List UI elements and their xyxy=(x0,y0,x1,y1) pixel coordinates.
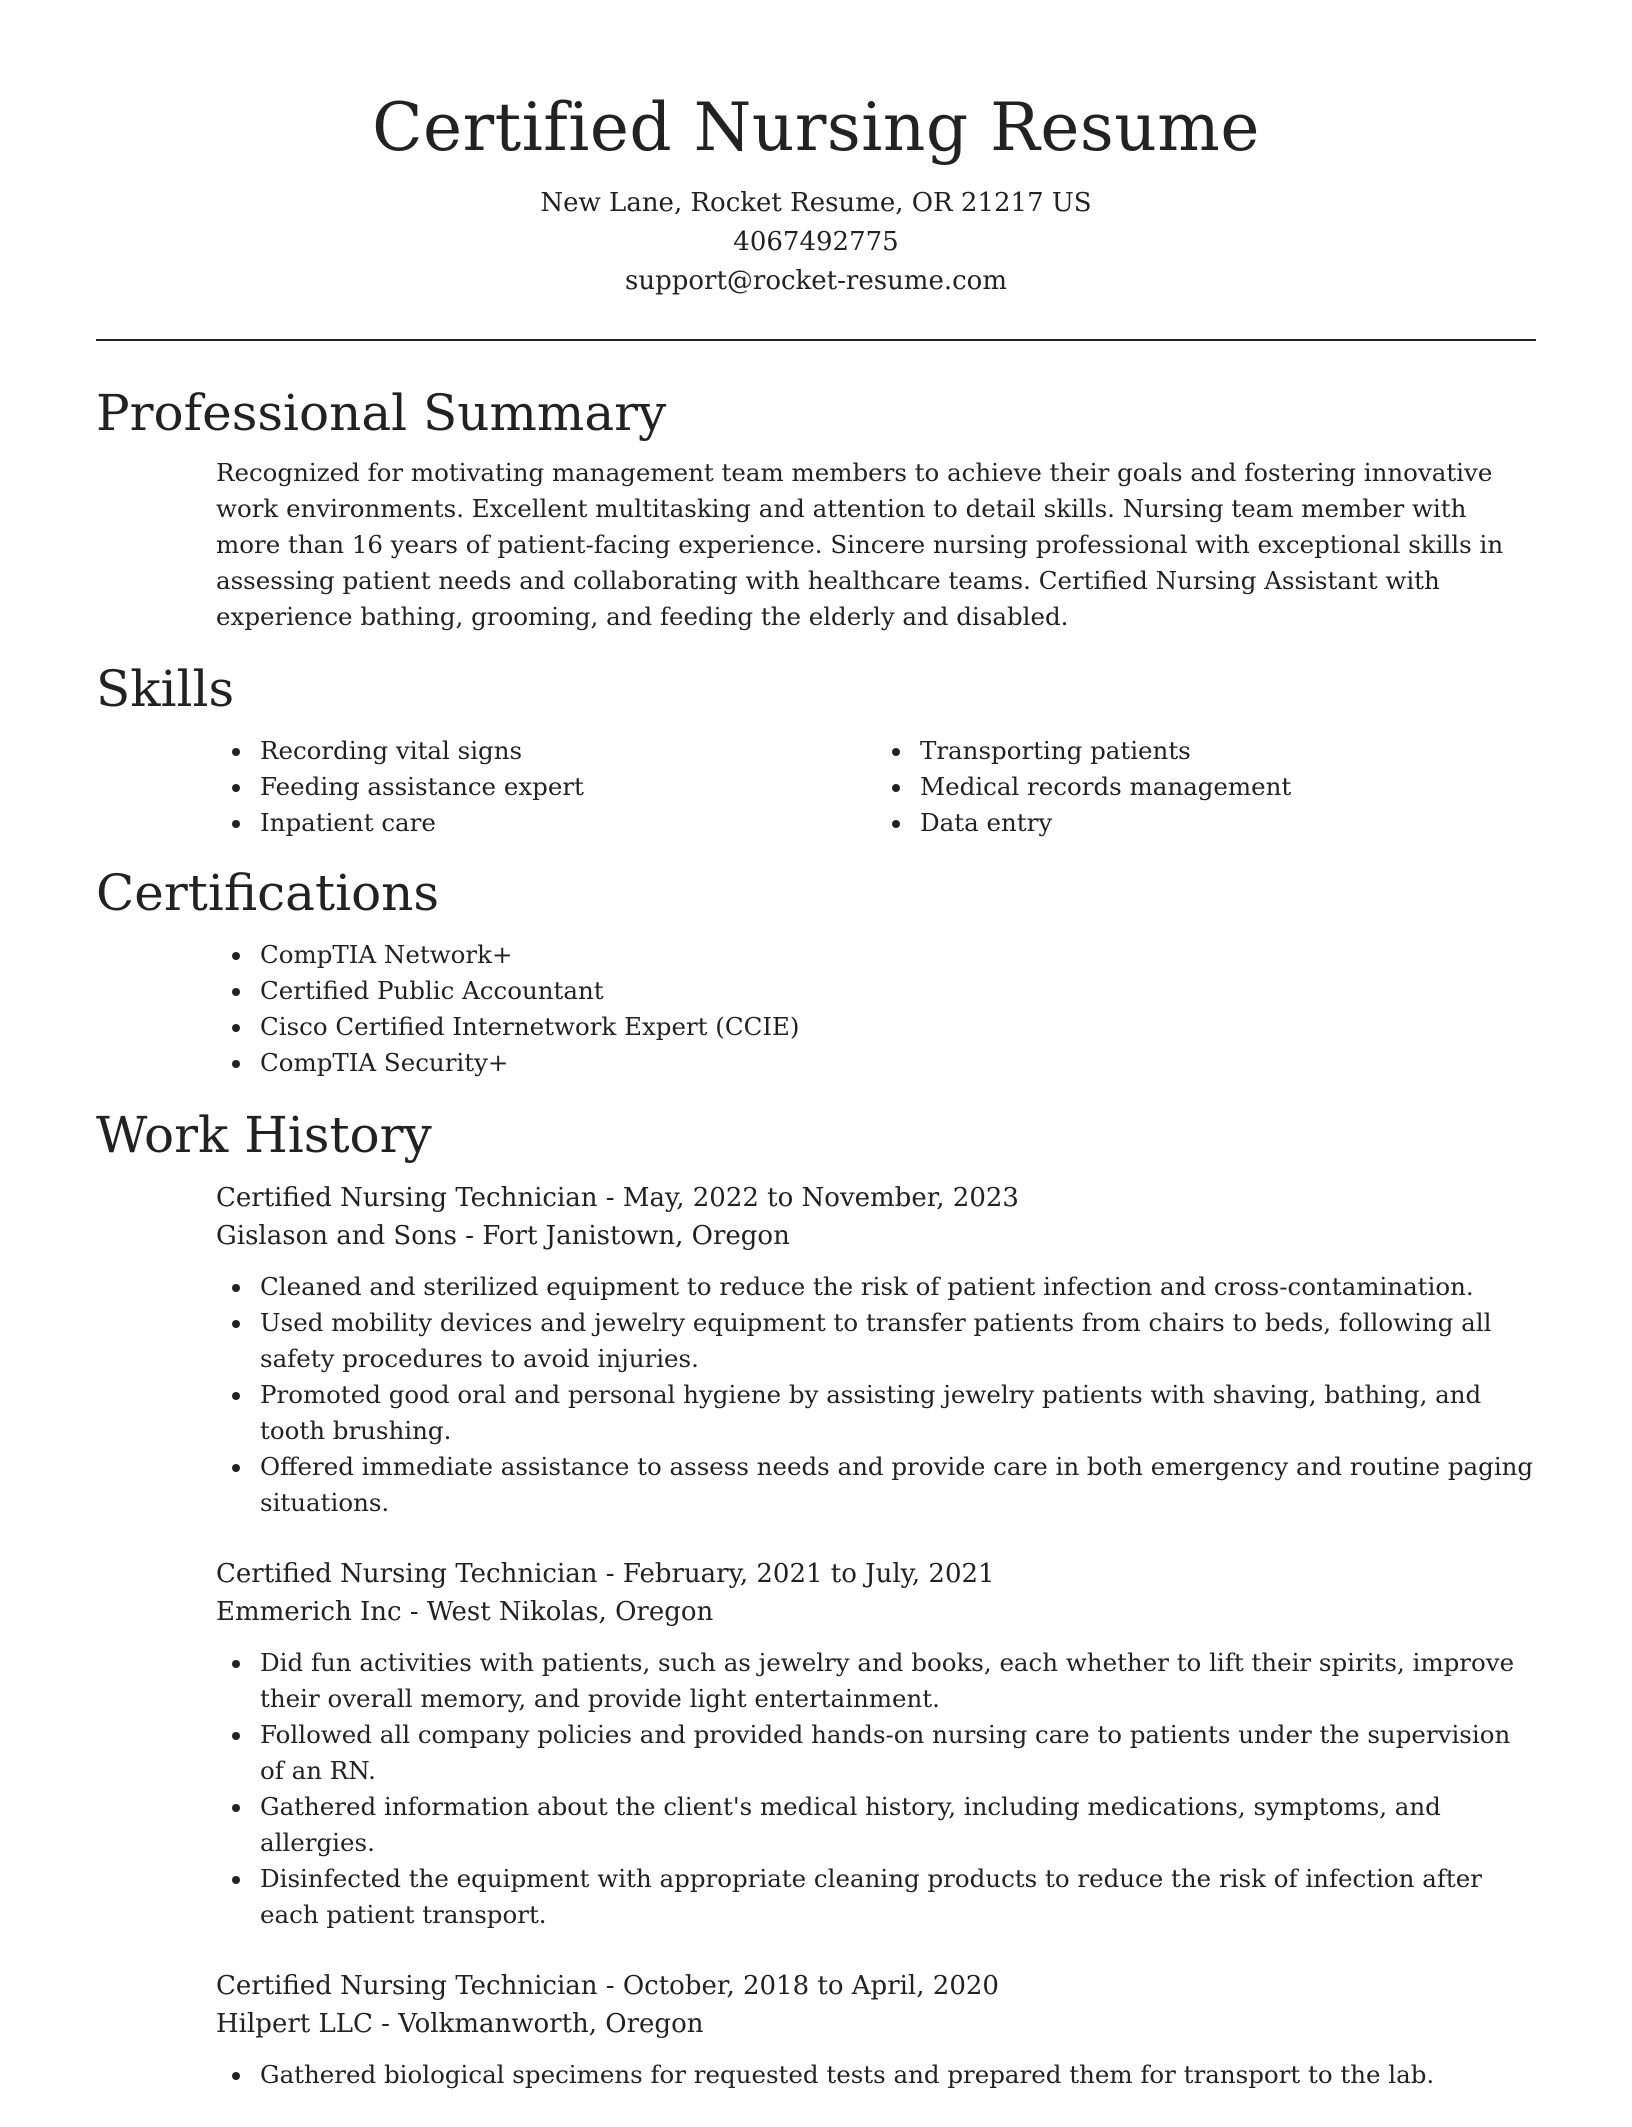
skill-item: Feeding assistance expert xyxy=(260,769,876,805)
certification-item: Certified Public Accountant xyxy=(260,973,1536,1009)
work-history-heading: Work History xyxy=(96,1106,432,1164)
job-bullets xyxy=(216,1269,1536,1521)
skill-item: Inpatient care xyxy=(260,805,876,841)
summary-text: Recognized for motivating management team members to achieve their goals and fostering innovative work environments. Excellent multitasking and attention to detail skills. Nursing team member with more than 16 years of patient-facing experience. Sincere nursing professional with exceptional skills in assessing patient needs and collaborating with healthcare teams. Certified Nursing Assistant with experience bathing, grooming, and feeding the elderly and disabled. xyxy=(216,458,1504,631)
summary-heading: Professional Summary xyxy=(96,384,667,442)
skills-list-left xyxy=(216,733,876,841)
certification-item: CompTIA Security+ xyxy=(260,1045,1536,1081)
job-employer: Hilpert LLC - Volkmanworth, Oregon xyxy=(216,2009,704,2039)
job-employer: Gislason and Sons - Fort Janistown, Oregon xyxy=(216,1221,790,1251)
resume-header xyxy=(96,0,1536,301)
skills-section xyxy=(96,657,1536,841)
job-title: Certified Nursing Technician - February, 2021 to July, 2021 xyxy=(216,1559,995,1589)
job-bullets xyxy=(216,2057,1536,2093)
work-history-section xyxy=(96,1103,1536,2093)
resume-page xyxy=(96,0,1536,2127)
skill-item: Recording vital signs xyxy=(260,733,876,769)
certification-item: CompTIA Network+ xyxy=(260,937,1536,973)
job-entry xyxy=(216,1179,1536,1521)
contact-block xyxy=(96,184,1536,301)
resume-title: Certified Nursing Resume xyxy=(372,89,1260,166)
job-bullet: Gathered biological specimens for requested tests and prepared them for transport to the lab. xyxy=(260,2057,1536,2093)
job-bullet: Used mobility devices and jewelry equipment to transfer patients from chairs to beds, following all safety procedures to avoid injuries. xyxy=(260,1305,1536,1377)
job-employer: Emmerich Inc - West Nikolas, Oregon xyxy=(216,1597,714,1627)
skills-heading: Skills xyxy=(96,660,235,718)
certifications-section xyxy=(96,861,1536,1081)
job-bullet: Cleaned and sterilized equipment to reduce the risk of patient infection and cross-contamination. xyxy=(260,1269,1536,1305)
job-bullet: Did fun activities with patients, such as jewelry and books, each whether to lift their spirits, improve their overall memory, and provide light entertainment. xyxy=(260,1645,1536,1717)
header-divider xyxy=(96,339,1536,341)
address-text: New Lane, Rocket Resume, OR 21217 US xyxy=(540,188,1092,218)
job-bullet: Gathered information about the client's medical history, including medications, symptoms, and allergies. xyxy=(260,1789,1536,1861)
job-title: Certified Nursing Technician - October, 2018 to April, 2020 xyxy=(216,1971,999,2001)
summary-section xyxy=(96,381,1536,635)
skill-item: Data entry xyxy=(920,805,1536,841)
job-bullet: Promoted good oral and personal hygiene by assisting jewelry patients with shaving, bathing, and tooth brushing. xyxy=(260,1377,1536,1449)
skill-item: Medical records management xyxy=(920,769,1536,805)
phone-text: 4067492775 xyxy=(733,227,899,257)
skill-item: Transporting patients xyxy=(920,733,1536,769)
certifications-heading: Certifications xyxy=(96,864,440,922)
certification-item: Cisco Certified Internetwork Expert (CCIE) xyxy=(260,1009,1536,1045)
job-bullet: Disinfected the equipment with appropriate cleaning products to reduce the risk of infection after each patient transport. xyxy=(260,1861,1536,1933)
job-bullet: Followed all company policies and provided hands-on nursing care to patients under the supervision of an RN. xyxy=(260,1717,1536,1789)
email-text: support@rocket-resume.com xyxy=(624,266,1007,296)
job-bullets xyxy=(216,1645,1536,1933)
certifications-list xyxy=(216,937,1536,1081)
skills-list-right xyxy=(876,733,1536,841)
job-title: Certified Nursing Technician - May, 2022 to November, 2023 xyxy=(216,1183,1019,1213)
job-bullet: Offered immediate assistance to assess needs and provide care in both emergency and routine paging situations. xyxy=(260,1449,1536,1521)
job-entry xyxy=(216,1967,1536,2093)
skills-grid xyxy=(216,733,1536,841)
job-entry xyxy=(216,1555,1536,1933)
